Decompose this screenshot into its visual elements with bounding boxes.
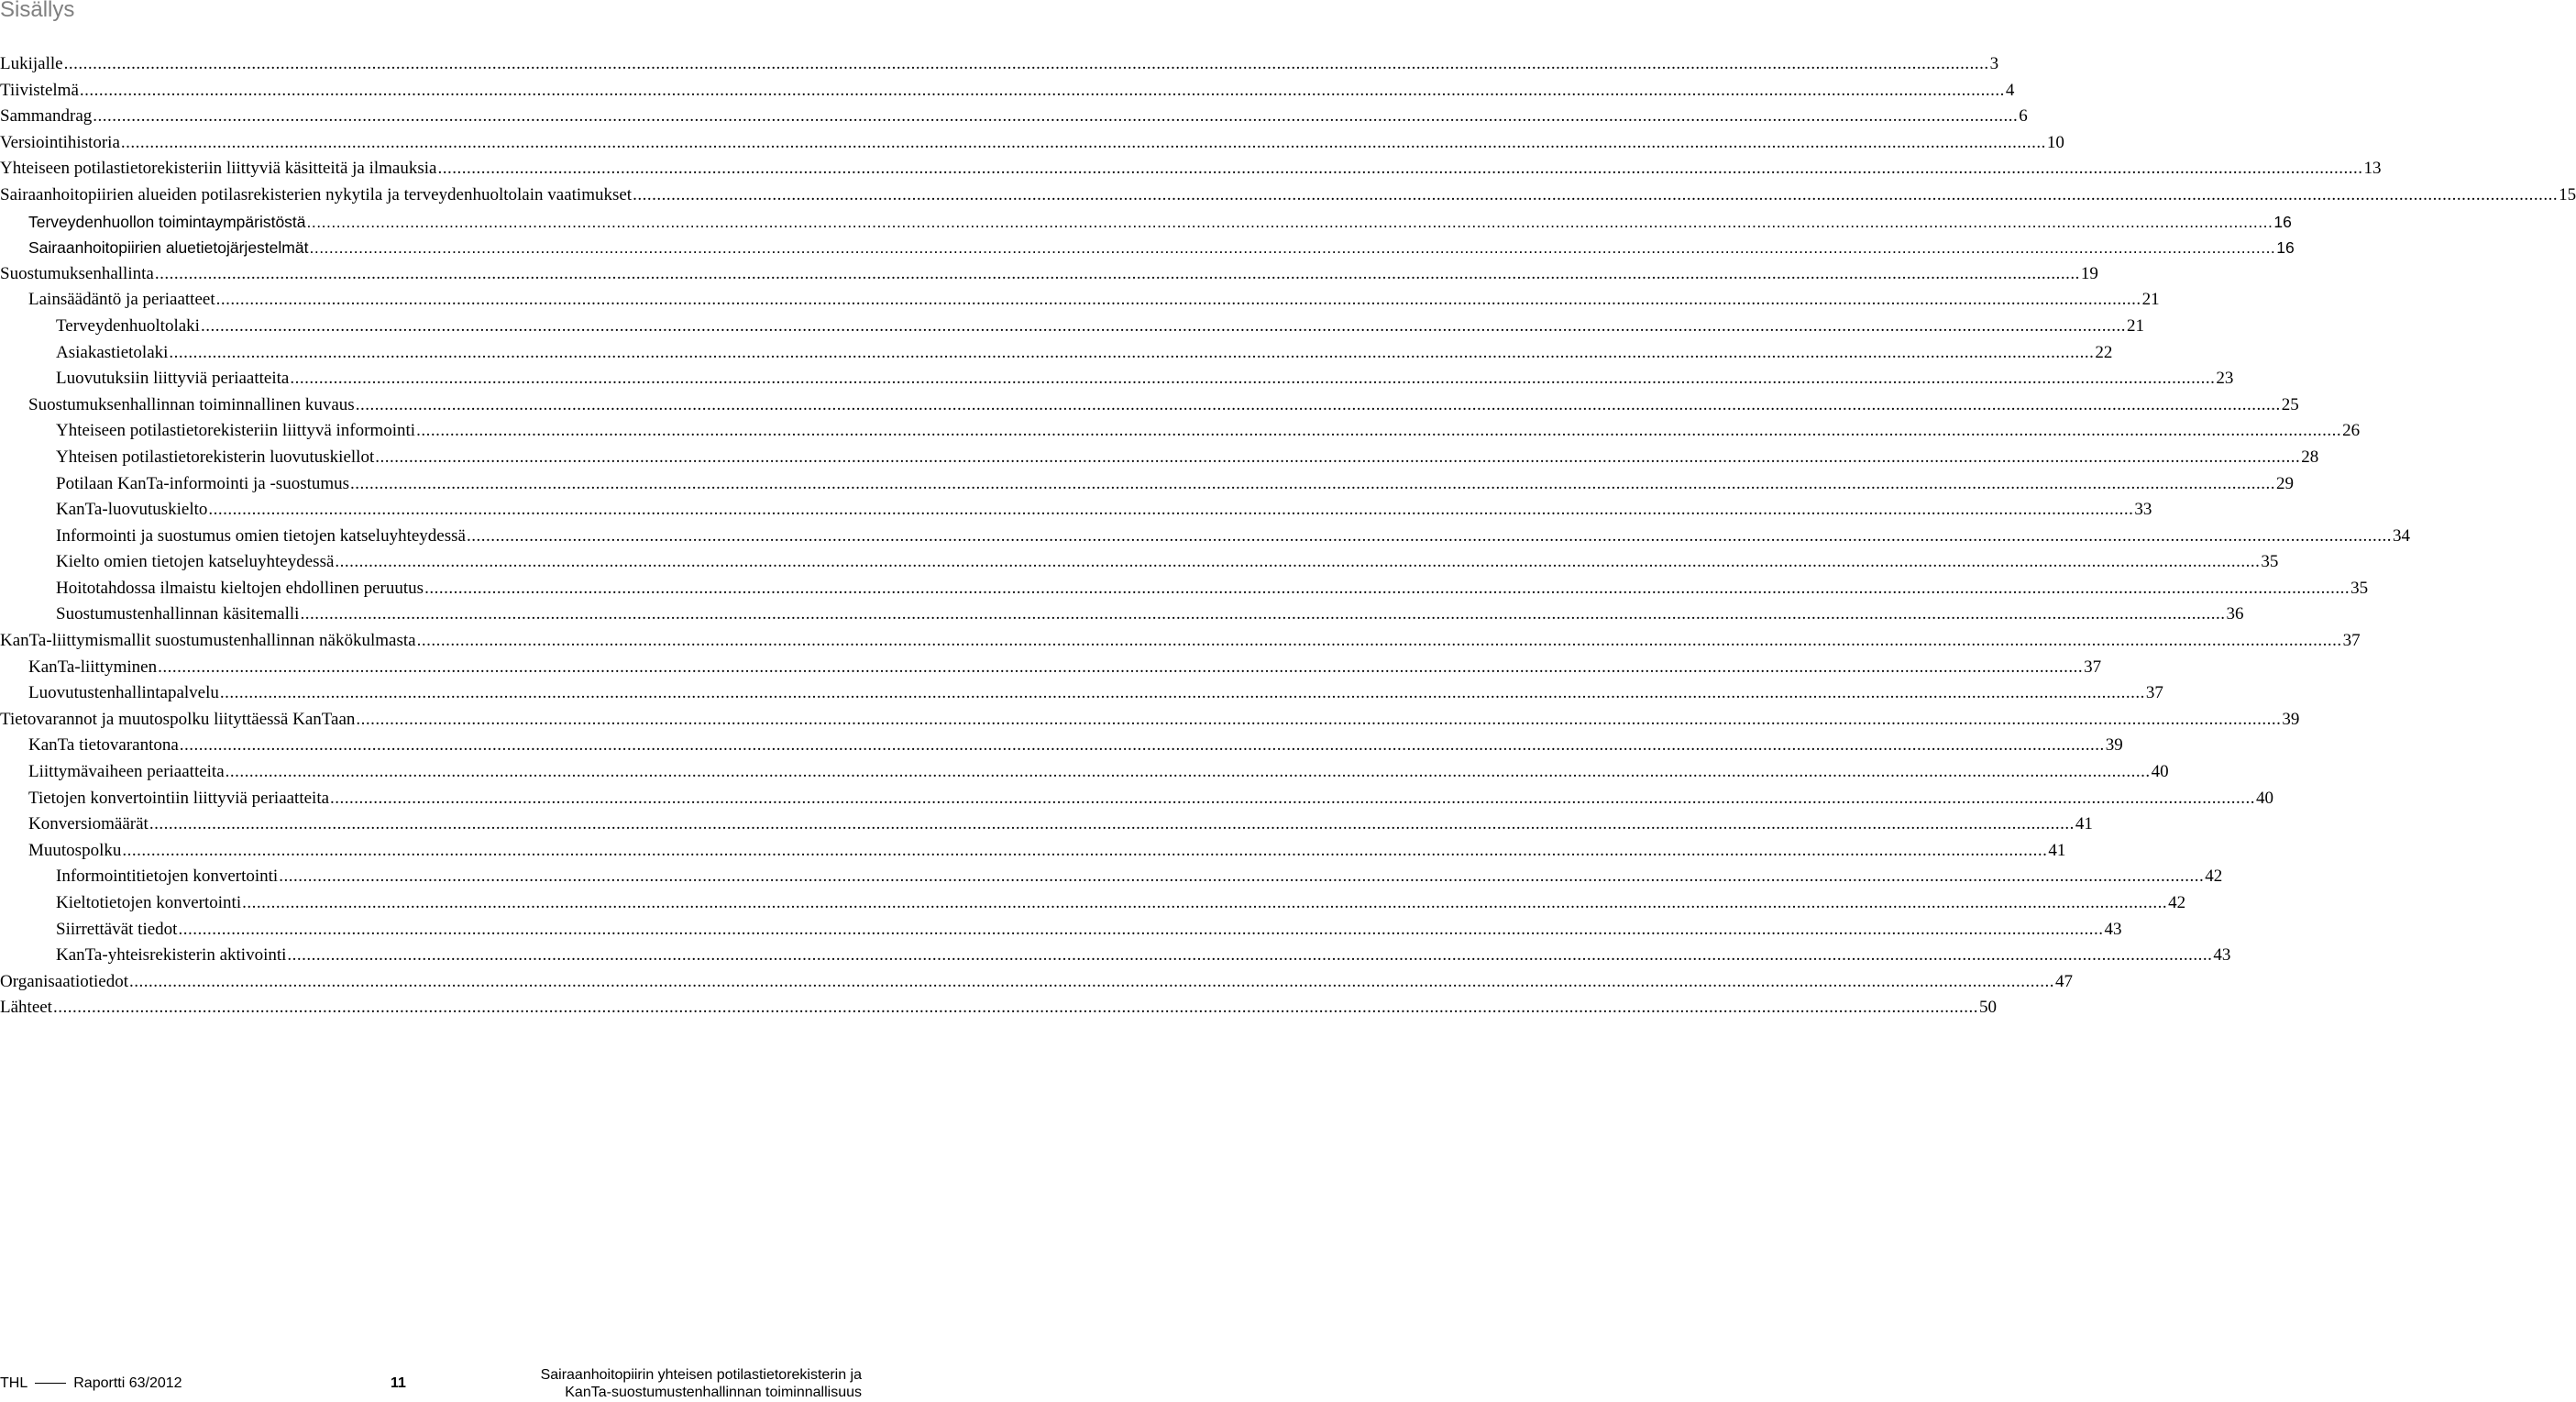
toc-entry-page: 35 <box>2350 578 2369 598</box>
toc-entry-title: Organisaatiotiedot <box>0 971 129 991</box>
toc-entry-title: Kieltotietojen konvertointi <box>56 893 242 912</box>
toc-entry[interactable] <box>0 287 2160 314</box>
toc-leader-dots: ................................................................................................................................................................................................................................................................................................................................................................................................................ <box>633 184 2559 204</box>
toc-entry-page: 41 <box>2075 814 2093 834</box>
toc-entry-title: Yhteiseen potilastietorekisteriin liittyviä käsitteitä ja ilmauksia <box>0 159 437 179</box>
toc-leader-dots: ................................................................................................................................................................................................................................................................................................................................................................................................................ <box>215 290 2141 310</box>
toc-entry-title: Lähteet <box>0 998 52 1018</box>
toc-entry-title: Terveydenhuoltolaki <box>56 315 200 336</box>
toc-entry[interactable] <box>0 628 2361 655</box>
toc-entry[interactable] <box>0 261 2098 288</box>
toc-entry-page: 33 <box>2134 500 2152 520</box>
toc-entry[interactable] <box>0 733 2123 759</box>
toc-entry-page: 23 <box>2216 369 2234 389</box>
toc-leader-dots: ................................................................................................................................................................................................................................................................................................................................................................................................................ <box>306 212 2273 231</box>
toc-entry-title: Suostumuksenhallinnan toiminnallinen kuvaus <box>28 394 355 414</box>
toc-leader-dots: ................................................................................................................................................................................................................................................................................................................................................................................................................ <box>154 263 2080 283</box>
toc-entry[interactable] <box>0 576 2369 602</box>
toc-leader-dots: ................................................................................................................................................................................................................................................................................................................................................................................................................ <box>178 919 2104 939</box>
footer-report-info <box>0 1374 182 1393</box>
toc-entry[interactable] <box>0 890 2186 917</box>
page-title: Sisällys <box>0 0 75 22</box>
toc-entry-page: 39 <box>2105 735 2123 756</box>
toc-entry[interactable] <box>0 524 2410 550</box>
toc-entry-page: 4 <box>2005 80 2015 100</box>
toc-entry[interactable] <box>0 366 2234 392</box>
toc-leader-dots: ................................................................................................................................................................................................................................................................................................................................................................................................................ <box>355 394 2281 414</box>
footer-org: THL <box>0 1375 28 1391</box>
toc-entry-title: Tietojen konvertointiin liittyviä periaatteita <box>28 788 330 808</box>
toc-entry[interactable] <box>0 811 2093 838</box>
toc-entry-page: 29 <box>2276 473 2295 493</box>
toc-entry[interactable] <box>0 943 2231 969</box>
toc-leader-dots: ................................................................................................................................................................................................................................................................................................................................................................................................................ <box>350 473 2276 493</box>
toc-leader-dots: ................................................................................................................................................................................................................................................................................................................................................................................................................ <box>330 788 2256 808</box>
toc-entry-title: Liittymävaiheen periaatteita <box>28 762 225 782</box>
toc-leader-dots: ................................................................................................................................................................................................................................................................................................................................................................................................................ <box>200 315 2126 336</box>
toc-entry-title: Informointitietojen konvertointi <box>56 867 279 887</box>
toc-leader-dots: ................................................................................................................................................................................................................................................................................................................................................................................................................ <box>416 421 2342 441</box>
toc-entry[interactable] <box>0 182 2576 209</box>
toc-entry-page: 19 <box>2080 263 2098 283</box>
toc-entry-title: Kielto omien tietojen katseluyhteydessä <box>56 552 335 572</box>
toc-entry-title: Yhteiseen potilastietorekisteriin liittyvä informointi <box>56 421 416 441</box>
toc-leader-dots: ................................................................................................................................................................................................................................................................................................................................................................................................................ <box>375 447 2301 467</box>
toc-entry-page: 43 <box>2213 945 2231 966</box>
toc-entry-page: 21 <box>2126 315 2144 336</box>
toc-entry-page: 16 <box>2273 212 2292 231</box>
toc-entry-page: 26 <box>2342 421 2361 441</box>
toc-entry-title: KanTa tietovarantona <box>28 735 179 756</box>
toc-entry-title: Asiakastietolaki <box>56 342 169 362</box>
toc-entry[interactable] <box>0 418 2361 445</box>
toc-leader-dots: ................................................................................................................................................................................................................................................................................................................................................................................................................ <box>335 552 2261 572</box>
toc-entry-page: 41 <box>2048 840 2066 860</box>
toc-entry-page: 6 <box>2019 106 2028 127</box>
toc-entry-title: Versiointihistoria <box>0 132 120 152</box>
toc-entry-page: 22 <box>2095 342 2113 362</box>
toc-entry-title: Suostumuksenhallinta <box>0 263 154 283</box>
toc-entry-title: Konversiomäärät <box>28 814 149 834</box>
toc-entry-title: Luovutuksiin liittyviä periaatteita <box>56 369 290 389</box>
toc-leader-dots: ................................................................................................................................................................................................................................................................................................................................................................................................................ <box>208 500 2134 520</box>
toc-entry-title: Lainsäädäntö ja periaatteet <box>28 290 215 310</box>
toc-entry-page: 42 <box>2205 867 2223 887</box>
toc-leader-dots: ................................................................................................................................................................................................................................................................................................................................................................................................................ <box>300 604 2226 624</box>
toc-leader-dots: ................................................................................................................................................................................................................................................................................................................................................................................................................ <box>416 631 2342 651</box>
toc-entry-title: Siirrettävät tiedot <box>56 919 178 939</box>
toc-entry[interactable] <box>0 969 2074 996</box>
toc-entry-title: Lukijalle <box>0 54 63 73</box>
toc-entry[interactable] <box>0 78 2015 105</box>
footer-report: Raportti 63/2012 <box>73 1375 182 1391</box>
toc-leader-dots: ................................................................................................................................................................................................................................................................................................................................................................................................................ <box>242 893 2168 912</box>
toc-leader-dots: ................................................................................................................................................................................................................................................................................................................................................................................................................ <box>309 238 2276 258</box>
toc-entry[interactable] <box>0 680 2163 707</box>
footer-doc-title-line2: KanTa-suostumustenhallinnan toiminnallisuus <box>565 1385 862 1400</box>
toc-entry-page: 47 <box>2055 971 2074 991</box>
toc-entry-page: 34 <box>2392 525 2410 546</box>
toc-entry[interactable] <box>0 130 2064 157</box>
page-footer <box>0 1367 880 1402</box>
toc-entry[interactable] <box>0 917 2122 944</box>
toc-leader-dots: ................................................................................................................................................................................................................................................................................................................................................................................................................ <box>158 657 2084 677</box>
toc-leader-dots: ................................................................................................................................................................................................................................................................................................................................................................................................................ <box>120 132 2046 152</box>
toc-entry-page: 28 <box>2301 447 2319 467</box>
toc-entry-page: 13 <box>2363 159 2382 179</box>
toc-leader-dots: ................................................................................................................................................................................................................................................................................................................................................................................................................ <box>356 709 2282 729</box>
toc-leader-dots: ................................................................................................................................................................................................................................................................................................................................................................................................................ <box>219 683 2145 703</box>
toc-entry-page: 25 <box>2281 394 2299 414</box>
toc-entry-page: 10 <box>2046 132 2064 152</box>
toc-entry[interactable] <box>0 392 2299 419</box>
toc-entry-page: 50 <box>1978 998 1997 1018</box>
toc-entry-title: Sammandrag <box>0 106 93 127</box>
footer-page-number: 11 <box>391 1375 406 1391</box>
toc-leader-dots: ................................................................................................................................................................................................................................................................................................................................................................................................................ <box>122 840 2048 860</box>
toc-entry-page: 39 <box>2282 709 2300 729</box>
toc-leader-dots: ................................................................................................................................................................................................................................................................................................................................................................................................................ <box>437 159 2363 179</box>
toc-entry-title: KanTa-yhteisrekisterin aktivointi <box>56 945 287 966</box>
toc-entry[interactable] <box>0 786 2274 812</box>
toc-entry[interactable] <box>0 707 2300 734</box>
toc-entry-title: Tiivistelmä <box>0 80 79 100</box>
toc-entry[interactable] <box>0 759 2169 786</box>
toc-entry-page: 35 <box>2261 552 2279 572</box>
toc-entry[interactable] <box>0 864 2223 890</box>
toc-leader-dots: ................................................................................................................................................................................................................................................................................................................................................................................................................ <box>279 867 2205 887</box>
toc-entry-page: 36 <box>2226 604 2244 624</box>
toc-entry-title: Potilaan KanTa-informointi ja -suostumus <box>56 473 350 493</box>
toc-entry[interactable] <box>0 156 2382 182</box>
toc-entry-title: Luovutustenhallintapalvelu <box>28 683 219 703</box>
toc-entry[interactable] <box>0 340 2113 367</box>
toc-entry-page: 21 <box>2141 290 2160 310</box>
toc-entry[interactable] <box>0 445 2319 471</box>
toc-entry-title: KanTa-liittymismallit suostumustenhallinnan näkökulmasta <box>0 631 416 651</box>
toc-leader-dots: ................................................................................................................................................................................................................................................................................................................................................................................................................ <box>179 735 2105 756</box>
toc-entry-page: 16 <box>2276 238 2295 258</box>
toc-entry[interactable] <box>0 104 2028 130</box>
toc-leader-dots: ................................................................................................................................................................................................................................................................................................................................................................................................................ <box>169 342 2095 362</box>
toc-entry[interactable] <box>0 209 2292 236</box>
toc-entry[interactable] <box>0 235 2295 261</box>
toc-leader-dots: ................................................................................................................................................................................................................................................................................................................................................................................................................ <box>63 54 1989 73</box>
toc-entry-page: 40 <box>2151 762 2169 782</box>
toc-entry-title: Terveydenhuollon toimintaympäristöstä <box>28 212 306 231</box>
toc-leader-dots: ................................................................................................................................................................................................................................................................................................................................................................................................................ <box>149 814 2075 834</box>
toc-leader-dots: ................................................................................................................................................................................................................................................................................................................................................................................................................ <box>129 971 2055 991</box>
footer-dash <box>35 1383 66 1384</box>
footer-doc-title-line1: Sairaanhoitopiirin yhteisen potilastietorekisterin ja <box>540 1367 862 1383</box>
toc-leader-dots: ................................................................................................................................................................................................................................................................................................................................................................................................................ <box>93 106 2019 127</box>
toc-entry[interactable] <box>0 838 2066 865</box>
toc-entry[interactable] <box>0 549 2279 576</box>
toc-entry-page: 37 <box>2084 657 2102 677</box>
toc-leader-dots: ................................................................................................................................................................................................................................................................................................................................................................................................................ <box>290 369 2216 389</box>
toc-entry-title: Muutospolku <box>28 840 122 860</box>
toc-entry-page: 15 <box>2559 184 2576 204</box>
toc-entry-title: Sairaanhoitopiirien alueiden potilasrekisterien nykytila ja terveydenhuoltolain vaatimukset <box>0 184 633 204</box>
toc-entry[interactable] <box>0 995 1997 1021</box>
toc-entry-page: 37 <box>2342 631 2361 651</box>
toc-entry-title: Sairaanhoitopiirien aluetietojärjestelmät <box>28 238 309 258</box>
toc-leader-dots: ................................................................................................................................................................................................................................................................................................................................................................................................................ <box>424 578 2350 598</box>
toc-entry-page: 37 <box>2145 683 2163 703</box>
toc-entry-title: Suostumustenhallinnan käsitemalli <box>56 604 300 624</box>
footer-document-title <box>541 1366 862 1401</box>
toc-entry[interactable] <box>0 51 1999 78</box>
toc-leader-dots: ................................................................................................................................................................................................................................................................................................................................................................................................................ <box>287 945 2213 966</box>
toc-entry-title: KanTa-liittyminen <box>28 657 158 677</box>
toc-leader-dots: ................................................................................................................................................................................................................................................................................................................................................................................................................ <box>225 762 2151 782</box>
toc-entry[interactable] <box>0 655 2102 681</box>
toc-entry-title: Yhteisen potilastietorekisterin luovutuskiellot <box>56 447 375 467</box>
table-of-contents <box>0 51 2576 1021</box>
toc-entry[interactable] <box>0 314 2144 340</box>
toc-entry-page: 40 <box>2256 788 2274 808</box>
toc-entry-title: KanTa-luovutuskielto <box>56 500 208 520</box>
toc-leader-dots: ................................................................................................................................................................................................................................................................................................................................................................................................................ <box>52 998 1978 1018</box>
toc-entry[interactable] <box>0 471 2295 498</box>
toc-entry[interactable] <box>0 497 2152 524</box>
toc-leader-dots: ................................................................................................................................................................................................................................................................................................................................................................................................................ <box>466 525 2392 546</box>
toc-entry-page: 43 <box>2104 919 2122 939</box>
toc-entry-page: 3 <box>1989 54 1999 73</box>
toc-entry-title: Hoitotahdossa ilmaistu kieltojen ehdollinen peruutus <box>56 578 424 598</box>
toc-entry-title: Informointi ja suostumus omien tietojen katseluyhteydessä <box>56 525 466 546</box>
toc-entry[interactable] <box>0 602 2244 628</box>
toc-entry-title: Tietovarannot ja muutospolku liityttäessä KanTaan <box>0 709 356 729</box>
toc-leader-dots: ................................................................................................................................................................................................................................................................................................................................................................................................................ <box>79 80 2005 100</box>
toc-entry-page: 42 <box>2168 893 2186 912</box>
